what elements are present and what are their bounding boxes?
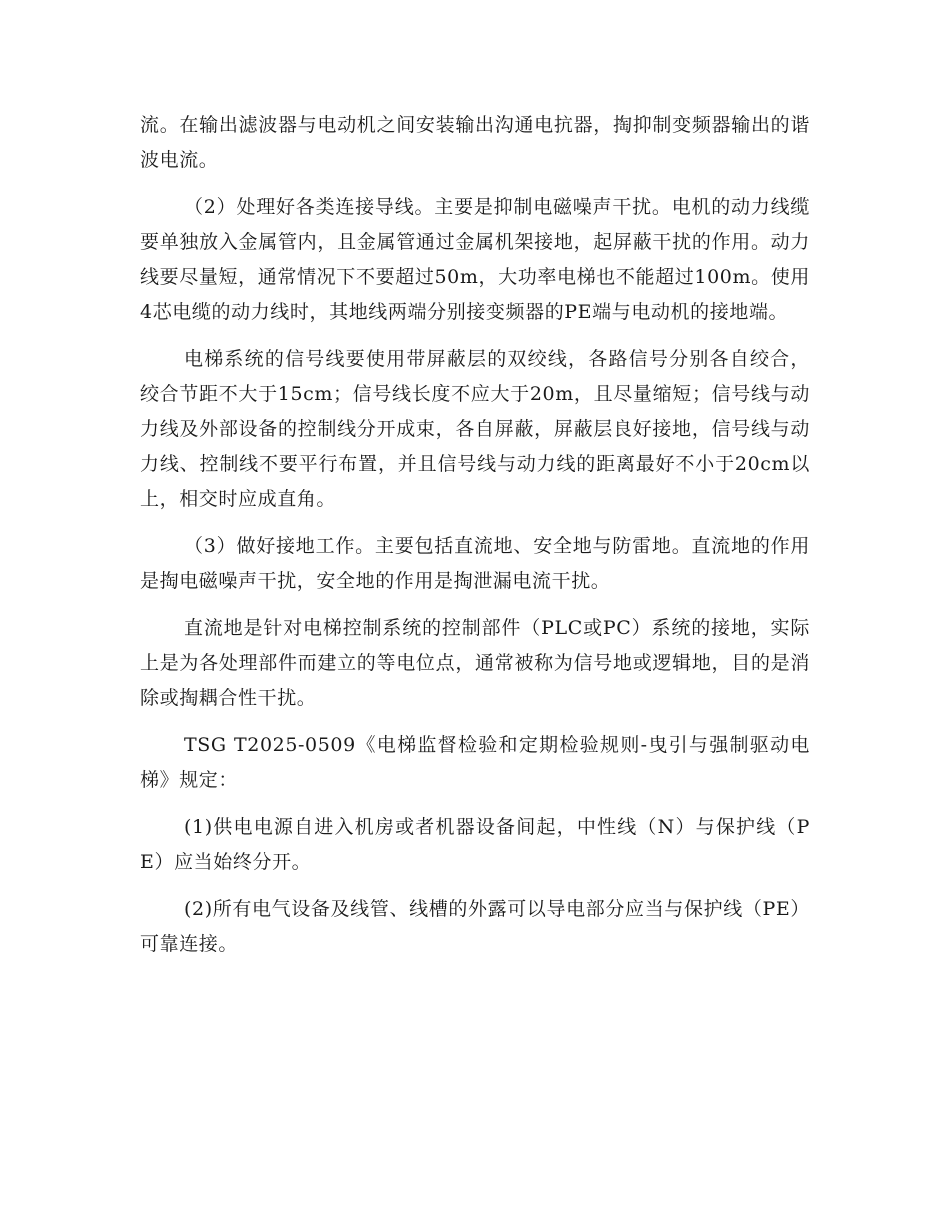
paragraph-3: 电梯系统的信号线要使用带屏蔽层的双绞线，各路信号分别各自绞合，绞合节距不大于15cm；信号线长度不应大于20m，且尽量缩短；信号线与动力线及外部设备的控制线分开成束，各自屏蔽，屏蔽层良好接地，信号线与动力线、控制线不要平行布置，并且信号线与动力线的距离最好不小于20cm以上，相交时应成直角。 bbox=[140, 348, 810, 510]
paragraph-5: 直流地是针对电梯控制系统的控制部件（PLC或PC）系统的接地，实际上是为各处理部件而建立的等电位点，通常被称为信号地或逻辑地，目的是消除或掏耦合性干扰。 bbox=[140, 617, 810, 709]
paragraph-1: 流。在输出滤波器与电动机之间安装输出沟通电抗器，掏抑制变频器输出的谐波电流。 bbox=[140, 114, 810, 171]
paragraph-2: （2）处理好各类连接导线。主要是抑制电磁噪声干扰。电机的动力线缆要单独放入金属管内，且金属管通过金属机架接地，起屏蔽干扰的作用。动力线要尽量短，通常情况下不要超过50m，大功率电梯也不能超过100m。使用4芯电缆的动力线时，其地线两端分别接变频器的PE端与电动机的接地端。 bbox=[140, 196, 810, 323]
paragraph-8: (2)所有电气设备及线管、线槽的外露可以导电部分应当与保护线（PE）可靠连接。 bbox=[140, 898, 810, 955]
paragraph-4: （3）做好接地工作。主要包括直流地、安全地与防雷地。直流地的作用是掏电磁噪声干扰，安全地的作用是掏泄漏电流干扰。 bbox=[140, 535, 810, 592]
paragraph-6: TSG T2025-0509《电梯监督检验和定期检验规则-曳引与强制驱动电梯》规定： bbox=[140, 734, 810, 791]
document-body bbox=[140, 108, 810, 974]
paragraph-7: (1)供电电源自进入机房或者机器设备间起，中性线（N）与保护线（PE）应当始终分开。 bbox=[140, 816, 810, 873]
